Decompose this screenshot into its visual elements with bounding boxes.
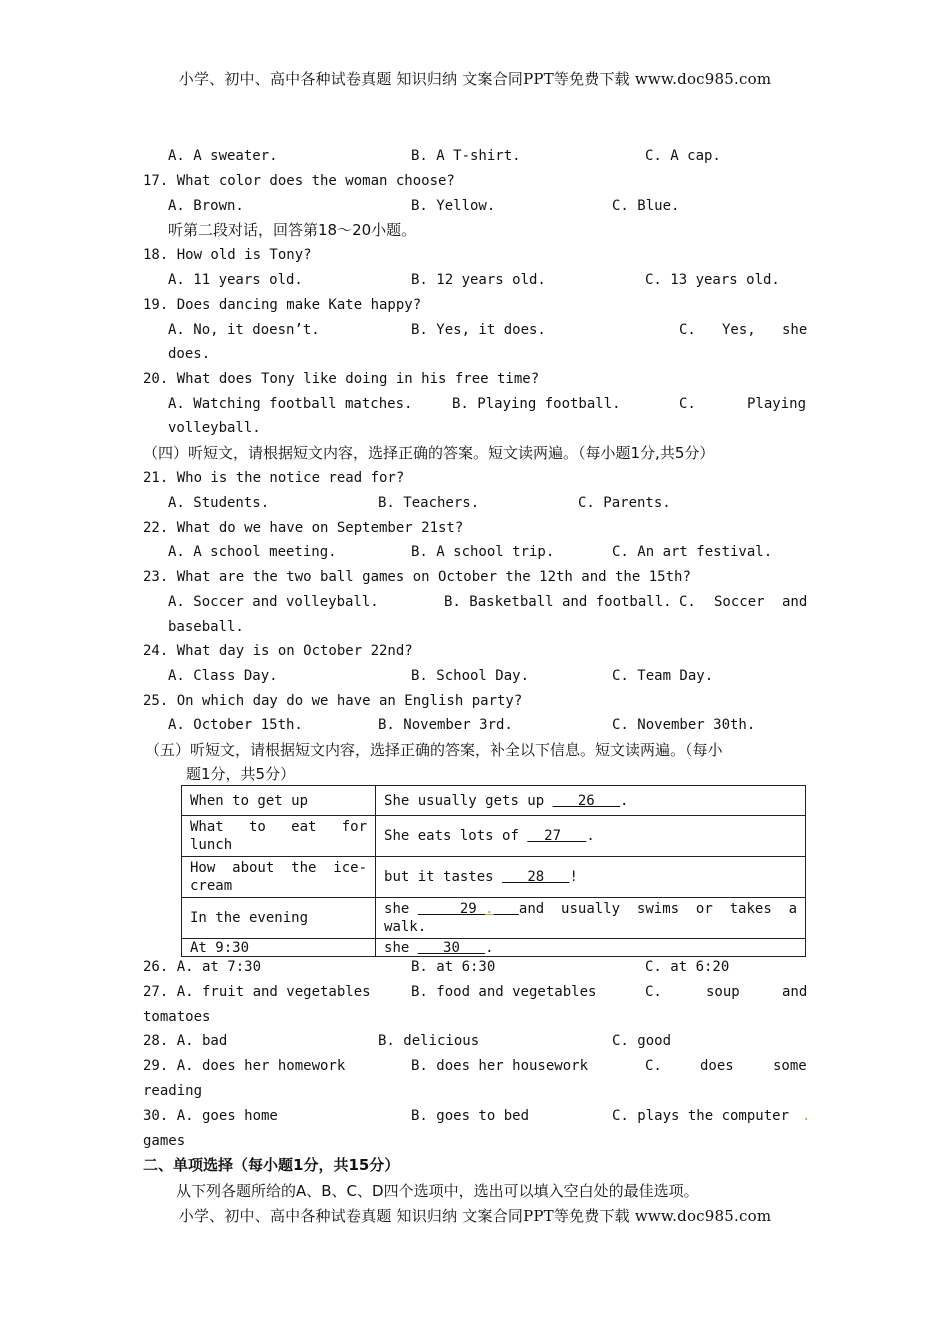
q24-option-b: B. School Day. [411, 668, 530, 684]
q23-option-c-cont: baseball. [168, 619, 244, 635]
q25-option-b: B. November 3rd. [378, 717, 513, 733]
q23-option-c-word2: and [782, 594, 808, 610]
q27-option-c-letter: C. [645, 984, 662, 1000]
cell-text: and usually swims or takes a [518, 901, 798, 917]
q26-option-c: C. at 6:20 [645, 959, 730, 975]
q20-option-c-cont: volleyball. [168, 420, 261, 436]
table-value-cell [376, 857, 806, 898]
q16-option-c: C. A cap. [645, 148, 721, 164]
q18-option-b: B. 12 years old. [411, 272, 546, 288]
page-header: 小学、初中、高中各种试卷真题 知识归纳 文案合同PPT等免费下载 www.doc985.com [178, 70, 772, 88]
answer-blank-26: 26 [552, 792, 621, 809]
q25-question: 25. On which day do we have an English party? [143, 693, 523, 709]
cell-text: . [620, 792, 629, 809]
table-row [182, 939, 806, 957]
answer-blank-29: 29 [417, 901, 486, 917]
q19-option-c-word2: she [782, 322, 808, 338]
q23-option-b: B. Basketball and football. [444, 594, 672, 610]
q27-option-c-cont: tomatoes [143, 1009, 211, 1025]
q20-question: 20. What does Tony like doing in his free time? [143, 371, 540, 387]
q25-option-a: A. October 15th. [168, 717, 303, 733]
q20-option-c-letter: C. [679, 396, 696, 412]
q17-option-a: A. Brown. [168, 198, 244, 214]
cell-text: . [485, 939, 494, 956]
answer-blank-28: 28 [502, 869, 570, 885]
table-label-cell: At 9:30 [182, 939, 376, 957]
q29-option-c-word1: does [700, 1058, 734, 1074]
q29-option-a: 29. A. does her homework [143, 1058, 346, 1074]
q23-option-a: A. Soccer and volleyball. [168, 594, 379, 610]
table-label-cell: When to get up [182, 786, 376, 816]
q17-option-b: B. Yellow. [411, 198, 496, 214]
cell-text: but it tastes [384, 869, 503, 885]
dialog2-intro: 听第二段对话，回答第18～20小题。 [168, 221, 417, 239]
q18-option-c: C. 13 years old. [645, 272, 780, 288]
q19-option-a: A. No, it doesn’t. [168, 322, 320, 338]
table-row [182, 786, 806, 816]
q17-option-c: C. Blue. [612, 198, 680, 214]
q27-option-b: B. food and vegetables [411, 984, 597, 1000]
q24-question: 24. What day is on October 22nd? [143, 643, 413, 659]
cell-text: lunch [190, 837, 233, 853]
q29-option-c-word2: some [773, 1058, 807, 1074]
q20-option-b: B. Playing football. [452, 396, 621, 412]
q30-option-c-cont: games [143, 1133, 186, 1149]
q28-option-b: B. delicious [378, 1033, 480, 1049]
q30-option-a: 30. A. goes home [143, 1108, 278, 1124]
q17-question: 17. What color does the woman choose? [143, 173, 455, 189]
q19-question: 19. Does dancing make Kate happy? [143, 297, 422, 313]
table-row [182, 898, 806, 939]
q20-option-a: A. Watching football matches. [168, 396, 413, 412]
part2-instructions: 从下列各题所给的A、B、C、D四个选项中，选出可以填入空白处的最佳选项。 [176, 1182, 699, 1200]
cell-text: . [586, 828, 595, 844]
cell-text: she [384, 939, 418, 956]
section4-intro: （四）听短文，请根据短文内容，选择正确的答案。短文读两遍。（每小题1分,共5分） [143, 444, 715, 462]
table-label-cell [182, 857, 376, 898]
table-value-cell [376, 816, 806, 857]
table-label-cell [182, 816, 376, 857]
answer-blank-30: 30 [417, 939, 486, 956]
q29-option-c-letter: C. [645, 1058, 662, 1074]
q26-option-a: 26. A. at 7:30 [143, 959, 262, 975]
cell-text: She usually gets up [384, 792, 553, 809]
q22-option-b: B. A school trip. [411, 544, 555, 560]
cell-text: She eats lots of [384, 828, 528, 844]
q19-option-c-cont: does. [168, 346, 211, 362]
cell-text: How about the ice- [190, 860, 368, 876]
q24-option-a: A. Class Day. [168, 668, 278, 684]
q30-option-b: B. goes to bed [411, 1108, 530, 1124]
page-footer: 小学、初中、高中各种试卷真题 知识归纳 文案合同PPT等免费下载 www.doc985.com [178, 1207, 772, 1225]
q21-option-b: B. Teachers. [378, 495, 480, 511]
section5-intro-cont: 题1分，共5分） [186, 765, 296, 783]
q27-option-c-word2: and [782, 984, 808, 1000]
q27-option-c-word1: soup [706, 984, 740, 1000]
table-value-cell [376, 786, 806, 816]
q19-option-b: B. Yes, it does. [411, 322, 546, 338]
q21-option-c: C. Parents. [578, 495, 671, 511]
q23-question: 23. What are the two ball games on October the 12th and the 15th? [143, 569, 691, 585]
table-row [182, 816, 806, 857]
q21-option-a: A. Students. [168, 495, 270, 511]
q16-option-a: A. A sweater. [168, 148, 278, 164]
q21-question: 21. Who is the notice read for? [143, 470, 405, 486]
table-value-cell [376, 939, 806, 957]
info-table [181, 785, 806, 957]
q18-question: 18. How old is Tony? [143, 247, 312, 263]
section5-intro: （五）听短文，请根据短文内容，选择正确的答案，补全以下信息。短文读两遍。（每小 [145, 741, 723, 759]
answer-blank-27: 27 [527, 828, 587, 844]
table-label-cell: In the evening [182, 898, 376, 939]
q22-option-a: A. A school meeting. [168, 544, 337, 560]
q27-option-a: 27. A. fruit and vegetables [143, 984, 371, 1000]
q24-option-c: C. Team Day. [612, 668, 714, 684]
q25-option-c: C. November 30th. [612, 717, 756, 733]
cell-text: walk. [384, 919, 427, 935]
q29-option-b: B. does her housework [411, 1058, 589, 1074]
q23-option-c-letter: C. [679, 594, 696, 610]
q19-option-c-word1: Yes, [722, 322, 756, 338]
q22-option-c: C. An art festival. [612, 544, 773, 560]
cell-text: cream [190, 878, 233, 894]
q28-option-c: C. good [612, 1033, 672, 1049]
cell-text: she [384, 901, 418, 917]
table-row [182, 857, 806, 898]
q29-option-c-cont: reading [143, 1083, 203, 1099]
q18-option-a: A. 11 years old. [168, 272, 303, 288]
table-value-cell [376, 898, 806, 939]
answer-blank-29-tail [494, 901, 519, 917]
cell-text: ! [569, 869, 578, 885]
q23-option-c-word1: Soccer [714, 594, 765, 610]
q16-option-b: B. A T-shirt. [411, 148, 521, 164]
q26-option-b: B. at 6:30 [411, 959, 496, 975]
q22-question: 22. What do we have on September 21st? [143, 520, 464, 536]
dot-mark: . [485, 901, 494, 917]
q30-option-c: C. plays the computer [612, 1108, 790, 1124]
part2-title: 二、单项选择（每小题1分，共15分） [143, 1156, 400, 1174]
q20-option-c-word: Playing [747, 396, 807, 412]
cell-text: What to eat for [190, 819, 368, 835]
q28-option-a: 28. A. bad [143, 1033, 228, 1049]
q19-option-c-letter: C. [679, 322, 696, 338]
dot-mark: . [802, 1108, 811, 1124]
